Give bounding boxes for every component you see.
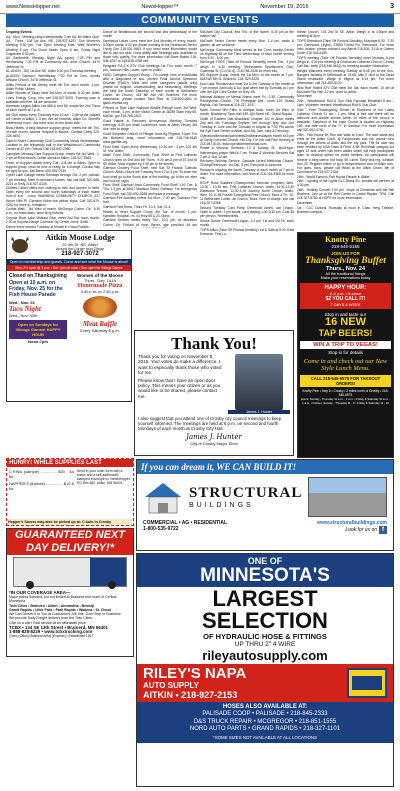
- structural-look: Look for us on: [345, 527, 377, 533]
- event-entry: Aitkin Women of Today meet 3rd Mon. of month, 6:30 pm, Aitkin Lions Energy Coop, info call 218-927-4009. Evening care is available and free, all are welcome.: [6, 91, 100, 104]
- guaranteed-call: Give us a call • Fast service at an affordable price:: [9, 621, 87, 626]
- napa-logo-icon: [347, 668, 387, 698]
- moose-women: Women of the Moose: [76, 273, 124, 278]
- event-entry: McGregor TOPS (Take off Pounds Sensibly) meets Thu., 4 pm weigh in, 4:30 meeting, Minnewawa Sportsman's Club, Godemak St. (Co Rd. 6). 218-768-2538 for more info.: [200, 60, 294, 73]
- rileys-hoses: HOSES ALSO AVAILABLE AT:: [222, 704, 308, 710]
- event-entry: Clothes Closet offers free clothing to men and women in need. Open every the second and fourth Saturdays of each month from 8 a.m. - noon. WARMING COMMUNITY CHURCH, 627 Huron Hills Pl, Garrison follow the yellow signs. Call 320-679-0262 for more in- formation.: [6, 186, 100, 207]
- guaranteed-cities-2: Grand Rapids • Little Falls • Park Rapids • Wadena • St. Cloud: [9, 607, 111, 612]
- event-entry: Cookie Walk - 3rd Wed of month, McGregor Comm. Ctr., 5:30 p.m., no restrictions, done terry buttons.: [6, 207, 100, 216]
- moose-homemade: Homemade Pizza: [77, 283, 123, 289]
- tcbx-delivery-ad: [6, 528, 134, 657]
- rileys-palisade: PALISADE COOP • PALISADE • 218-845-2333: [202, 711, 328, 718]
- rileys-dns: D&S TRUCK REPAIR • MCGREGOR • 218-851-1555: [193, 718, 337, 725]
- building-photo: [308, 477, 387, 517]
- guaranteed-title-1: GUARANTEED NEXT: [7, 529, 133, 542]
- event-entry: Art Club meets every Thursday from 10 am - 2 pm at the Jaques Art Center in Aitkin, 1-3 pm. Are an informal, Aitkin Co. Sheriff's conference room. Use back door on the south side.: [6, 113, 100, 126]
- knotty-happy-times: 2-4 p.m. • 9-close: [329, 291, 362, 296]
- moose-meat-raffle: Meat Raffle: [82, 320, 118, 328]
- knotty-happy: HAPPY HOUR:: [324, 285, 367, 291]
- event-entry: McGregor Community Meal served at the Com- munity Center on Highway 65 on the Third Wednesday of each month serving from 5:30 - 6:00 pm.: [200, 47, 294, 60]
- moose-pizza-time: 3:30 p.m. to 7:30 p.m.: [80, 289, 120, 294]
- page-number: 3: [390, 3, 394, 10]
- event-entry: Aitkin Food Shelf, Community Food Shelf at First Lutheran Church open on 2nd and 4th Thurs., 9:30 am-5 pm at 57 2nd St SE Aitkin. Must register by 4:45 pm to be served.: [103, 153, 197, 166]
- event-entry: Recovery Worship Service, Cascade United Methodist Church, Crosby/Deerwood, 1st Sat., 5 pm. Everyone is welcome.: [200, 159, 294, 168]
- event-entry: Food Shelf- Open every Wednesday, 10:30 am - 3 pm, 102 4th St. NW, Aitkin.: [103, 144, 197, 153]
- building-logo-icon: [143, 479, 183, 515]
- thank-you-title: Thank You!: [171, 334, 257, 353]
- tcbx-phone[interactable]: 1-888-828-8229 • www.tcbxtrucking.com: [9, 628, 93, 634]
- event-entry: 26th - World Famous Fish House Parade in Aitkin!: [297, 174, 371, 179]
- thank-you-signature: James J. Hunter: [186, 432, 242, 441]
- moose-phone: 218-927-3072: [61, 251, 99, 257]
- hurry-footer: Hopper's Savers may also be picked up at: C Auto in Crosby: [7, 519, 133, 525]
- events-column-2: [103, 30, 197, 228]
- event-entry: Order of Support meets every Tue., 6-8 pm in Aitkin. Open to support group, must be new or ready for a change. Cordial may be right for you, call Brent, 605-591-0730.: [6, 160, 100, 173]
- structural-web[interactable]: www.structuralbuildings.com: [317, 520, 387, 526]
- rileys-napa-ad: [136, 553, 394, 787]
- knotty-hours: Hours: Sunday - Thursday 11 a.m. - 1 a.m. • Friday & Saturday 11 a.m. - 1 a.m. • Kitchen: Sunday - Thursday 11 - 9 • Friday & Saturday 11 - 10: [300, 397, 391, 405]
- guaranteed-title-2: DAY DELIVERY!*: [7, 542, 133, 555]
- event-entry: Garrison Grocery Food Shelf, next Sat. St Francis' Catholic Church, Aitkin. Hours are Tuesday from 12 to 3 pm. To enter the food shelf go to the South side of the building, go to the sh- elter and look for signs.: [103, 166, 197, 183]
- moose-hours: Mon.-Fri. open @ 3 p.m. • Sat. open at noon • Sun. open for Vikings Games: [7, 265, 131, 271]
- rileys-name: RILEY'S NAPA: [143, 665, 247, 682]
- event-entry: McGrath Senior Center meets every Mon. 1-4 pm, cards & games, all are welcome.: [200, 38, 294, 47]
- event-entry: TOPS Aitkin (Take Off Pounds Sensibly) 1st & Sats at 5:30. East Entrance, First Lu-: [200, 227, 294, 236]
- moose-closed: Closed on Thanksgiving: [9, 273, 67, 279]
- moose-address: 22 4th St. NE, Aitkin: [62, 242, 98, 247]
- facebook-icon[interactable]: f: [379, 526, 387, 534]
- thank-you-p2: Please know that I have an open door policy. This means your citizen or as you would like to be shared, please contact me.: [138, 377, 221, 399]
- event-entry: theran Church, 101 2nd St SE, Aitkin. Weigh in at 4:30pm and meeting at 5pm.: [297, 30, 394, 39]
- knotty-stop-details: Stop in for details: [328, 350, 363, 355]
- event-entry: Weight Watchers every meeting Sunday at 5:45 pm at the Sno-Bangers building in Deerwood at 24181 Mile 0 next to the Dead Stand restaurant. Weigh in begins at 5:15 pm. For more information, call 218-820-6132.: [297, 68, 394, 85]
- hopper-savers-ad: [6, 458, 134, 526]
- event-entry: Blow-Hearts, a long distance support group, meets the 4th Thu. of each month, Access Hospital in Moose, Contact Cathy 320-225-5600.: [6, 126, 100, 139]
- knotty-menu: Come in and check out our New Style Lunch Menu.: [303, 358, 388, 372]
- event-entry: 20th - Wealthwood Rod & Gun Club Pancake Breakfast 8 am – 1pm. Volunteer needed! Wealthwood Rod & Gun Club.: [297, 99, 394, 108]
- pizza-icon: [83, 296, 117, 318]
- event-entry: Second Tuesday Card Party, Deerwood Ameri- can Legion. Open to public, 1 pm social, card playing 1:30-3:30 pm. Cost $3 per person. Refreshments.: [200, 206, 294, 219]
- event-entry: November: [297, 94, 313, 99]
- event-entry: Senior Dance, Deerwood Legion, 1-4 pm, 1st and 3rd Fri. each month.: [200, 219, 294, 228]
- knotty-pine-bar-ad: [297, 232, 394, 458]
- rileys-web[interactable]: rileyautosupply.com: [202, 648, 328, 663]
- knotty-reservations: Make your reservations today: [320, 276, 371, 280]
- moose-open-parade: Open at 10 a.m. on Friday, Nov. 25 for the Fish House Parade: [9, 280, 63, 298]
- event-entry: Garrison Fire Auxiliary meets 3rd Mon., 7:30 pm, Garrison Fire Hall.: [103, 196, 197, 205]
- knotty-phone[interactable]: 218-546-5155: [331, 244, 360, 249]
- structural-header: If you can dream it, WE CAN BUILD IT!: [137, 460, 393, 474]
- event-entry: Pease & Worship Services, 10 & Sunday St., McGregor. Intercessory prayer Wed 6-7 pm. Praise & Worship Services Sat 2 pm & Sun 10 am.: [200, 146, 294, 159]
- moose-vikings: Open on Sundays for Vikings Games! HAPPY HOUR: [9, 320, 67, 339]
- structural-phone[interactable]: 1-800-535-9722: [143, 526, 179, 532]
- event-entry: Alt Gardeners' Monday Night AA (open) 7:30 PM and Wednesday 7:30 PM at Community Alli- ance Church, 6470 Jefferson St.: [6, 56, 100, 69]
- moose-happy-time: Noon-7pm: [28, 339, 48, 344]
- community-events-banner: COMMUNITY EVENTS: [6, 14, 394, 27]
- moose-title: Aitkin Moose Lodge: [45, 233, 115, 242]
- knotty-call: CALL 218-546-6575 FOR TAKEOUT ORDERS!: [300, 375, 391, 387]
- event-entry: Cuyuna Rock Lake Mideast Club, meet 2nd Sat. each month, 2:30 at Cuyuna Range Commun- ity Center, Irene' Swell.: [6, 216, 100, 225]
- knotty-beers: $2 YOU CALL IT!: [325, 296, 366, 302]
- event-entry: TOPS Deerwood (Take Off Pounds Sensibly) Mondays 6:30 - 7:30 pm, Deerwood Legion, 23650 Forest Rd, Deerwood. For more infor- mation, please contact Lucy Barrot 218-839- 2218 or Gwenn Smith 218-546-5185.: [297, 38, 394, 56]
- event-entry: Care N Share Community Club Community Meals Wednesdays. Located in the fellowship hall in the Wealthwood Community Center at 12 pm. Potluck Call 218-692-2080.: [6, 138, 100, 152]
- rileys-auto: AUTO SUPPLY: [143, 681, 200, 690]
- tcbx-address: TCBX • 134 SE 13th Street • Brainerd, MN 56401: [9, 624, 108, 630]
- rileys-largest: LARGEST: [212, 586, 318, 611]
- moose-taco: Taco Night: [9, 305, 41, 313]
- event-entry: North Central MN Farm & Antique Assn. meet 1st Wed. of month, Blackberry Town Hall 189, 6th Street NE, Grand Rapids.: [200, 107, 294, 116]
- knotty-pine-logo: Knotty Pine: [324, 235, 367, 244]
- event-entry: AA - Thurs., 106 1st Ave. NE, 218-927-4297. Sun Women's Meeting 5:30 pm, Tue Open Meeting East, Wed Women's Meeting 5 pm, Thu Good Seeds Open 8 am, Friday Night Grapevine 6:30 pm.: [6, 39, 100, 56]
- issue-date: November 19, 2016: [260, 3, 309, 10]
- event-entry: 25th - Fish House 5K Run and Walk at 9 am. The race starts and ends at the Aitkin Coun- ty Fairgrounds and the course runs through the streets of Aitkin and the city park. The 5k race has been certified by USA Track & Field. A 5K Run/Walk category for ages 12 and under has been added which will help participants learn or develop speed for entire families. All participants will receive a long sleeve hot hoop 5K t-shirt. Early bird reg- istration Nov 23. Register online or go to fishyouthconn.com or Aitkin.com. For ques- tions, please call Brian at the Aitkin Cham- ber of Commerce at 218-927-2316.: [297, 133, 394, 174]
- event-entry: December: [297, 200, 313, 205]
- event-entry: Friends of Rice Lake National Wildlife Refuge meet 3rd Wed. each month, 1 pm, at the Visitor Center at 36289 State Hwy 65, McGre- gor 218-768-2402.: [103, 106, 197, 119]
- knotty-new: 16 NEW: [325, 316, 366, 328]
- site-url: www.NewsHopper.net: [6, 3, 60, 10]
- rileys-note: *SOME SIZES NOT AVAILABLE AT ALL LOCATIONS: [212, 734, 318, 740]
- brand-name: NewsHopper™: [141, 3, 179, 10]
- moose-wed: Wed., Nov. 23: [9, 300, 35, 305]
- hurry-title: HURRY! WHILE SUPPLIES LAST: [7, 459, 133, 467]
- thank-you-p3: I also suggest that you attend one of Crosby city council meetings to keep yourself informed. The meetings are held at 6 p.m. on second and fourth Mondays of each month at Crosby City Hall.: [138, 416, 282, 432]
- rileys-of: OF HYDRAULIC HOSE & FITTINGS: [203, 632, 327, 641]
- structural-brand: STRUCTURAL: [189, 485, 303, 501]
- guaranteed-area: *IN OUR COVERAGE AREA—: [9, 590, 71, 595]
- events-column-3: [200, 30, 294, 326]
- event-entry: FASD Caregiver Support Group - For caregi- vers of individuals with a diagnosed or sus- pected Fetal Alcohol Spectrum Disorder (FASD). Meet with other caregivers (adults only) please for support, understanding, and networking. Meetings are held the fourth Saturday of each month at Bethlehem Luther- an Church, 418 8th Ave NE, Brainerd. For more information, please contact Tiera Rice, at 218-820-0661 or tjamb-thomta.org.: [103, 72, 197, 106]
- structural-buildings-ad: [136, 459, 394, 551]
- event-entry: Food Shelf Garrison Area Community Food Shelf 1:00 Tue. & Thu. 1-3 pm, at 36417 Madison Street, Garrison. For emergency Food Shelf, call 320-692-5288 and leave a message.: [103, 183, 197, 196]
- event-entry: RSVP Rose Buddies (Osteoporosis exercise program) Wed. 10:00 - 10:45 am, First Lutheran Church, Aitkin, 11:30-12:30 Eastwood Terrace, 12:30-1:45 Journey North Church, Aitkin; Wed. 10-11 Mt Frazier Evangelical Free Church, Mora & Fri. 10-11 Bethlehem Luther- an Church, Mora. Free of charge. Info call 218-927-5356.: [200, 181, 294, 206]
- ongoing-heading: Ongoing Events:: [6, 30, 33, 34]
- event-entry: AL-ANON - 320 1st Ave NE, Aitkin 6:30 pm Thursday meeting.: [6, 69, 97, 74]
- rileys-minnesota: MINNESOTA'S: [200, 565, 330, 586]
- knotty-address: Knotty Pine • Hwy 6 • Crosby • 2 miles north of Crosby • 218-546-6575: [302, 389, 389, 397]
- nappers-price: NAPPER'S (frames) ............... $10 for: [9, 481, 71, 491]
- page-header: [0, 0, 400, 14]
- knotty-stop: Stop in and taste our: [324, 312, 367, 317]
- event-entry: Hearts to Heart Support Group, 4th Tue. of month, 2 pm, Kanabec Hospital, rm. #1 Hwy 65 & 23, Mora.: [103, 209, 197, 218]
- n-qty: 5: [71, 481, 74, 486]
- event-entry: AA - Mon - Meeting closed Wednesday 3 pm Ait- kin Alano Club.: [6, 34, 100, 39]
- moose-line2: Around the Corner from Cheap: [55, 247, 105, 251]
- event-entry: Emigrant P.A.C.K ATV Club meetings 1st Thu. each month, 7 pm, Jackson Hills. Lower, open to public.: [103, 63, 197, 73]
- knotty-trip: WIN A TRIP TO VEGAS!: [300, 341, 391, 349]
- knotty-thanksgiving: Thanksgiving Buffet: [305, 256, 386, 266]
- event-entry: McGrath City Council, first Thu. of the month, 6:30 pm at the station hall.: [200, 30, 294, 39]
- knotty-trim: All the traditional fixings: [325, 272, 366, 276]
- event-entry: ALANON Garrison: Wednesday 7:00 PM at Com- munity Mission Church, 3478 Jefferson St.: [6, 73, 100, 82]
- event-entry: Mud Lake Rendezvous meet 1st & 3rd Tuesday of the month at 7 pm except June/July & Au- gust when met by Tuesday at 7 pm over the Eye Care Center on Hwy. 65.: [200, 82, 294, 95]
- c-qty: 14: [69, 469, 74, 474]
- structural-buildings: BUILDINGS: [189, 502, 254, 509]
- event-entry: 26th - Holiday Concert 7:00 pm - Hope of Christmas with the Bell Brothers. Join us at the Reif Center in Grand Rapids, 7PM. Call 218-327-5780 or HOPE for more information.: [297, 188, 394, 201]
- rileys-selection: SELECTION: [202, 608, 328, 633]
- event-entry: Cyber Lake Garage meets Sundays through Oct. 2 pm. potluck, 7 pm meeting. Meet in member's homes. Info call Vaill, 320-685-3224 or Kelly 218-927-6105.: [6, 173, 100, 186]
- event-entry: TOPS meeting (Take Off Pounds Sensibly) meet Monday, 5 pm weigh-in, 4:30 pm meeting at Emmanuel Lutheran Church, County Call Bar- bertil (218-546-6632) for meeting location information.: [297, 55, 394, 68]
- event-entry: Wild Rice Riders ATV Club meet 3rd Sat. each month, 10 am at McGrath Fire Hall, 10 am, open to public.: [297, 85, 394, 94]
- event-entry: National Alliance on Mental Illness meet Fri., 2:30, Community Presbyterian Church, 703 Pineapple Ave., room 120, Grand Rapids. Call Tamara at 218-327-3247.: [200, 94, 294, 108]
- event-entry: 26th - Lighting of the Lights CLC Brass En- semble will perform at 4:30 pm.: [297, 179, 394, 188]
- event-entry: 24th - Free Thanksgiving Dinner at Shepherd of the Lakes Lutheran Church 11 am - 1 pm. Meal is free and there will be takeouts and shuttle service within 10 miles of the church is available. Shepherd of the Lake Church is located on Highway 169, one mile north of the "Y" in Garrison. For more information call 320-692-4740.: [297, 107, 394, 133]
- c-finil-price: C FINIL (sample) ............... $20 for: [9, 469, 65, 479]
- guaranteed-deliver: We Can Deliver It to You at Contractors Job Site, Door Step or Business: [9, 612, 121, 617]
- event-entry: American Legion Aitkin Lee #86 & Unit 86, meets the 2nd Thurs of each month at 7 p.m.: [6, 104, 100, 113]
- thank-you-ad: [134, 330, 294, 456]
- event-entry: 1st - CLC Cultural Thursday at noon in Chan- berg Theatre, Brainerd campus.: [297, 205, 394, 214]
- rileys-nord: NORD AUTO PARTS • GRAND RAPIDS • 218-327-1101: [189, 726, 341, 733]
- event-entry: Good Shepherd Church of Pillager hosts Ag Pilgrims, 12pm. For the Brainerd area, more information call 218-746-4545 www.gschills.org.: [103, 131, 197, 144]
- knotty-join: JOIN US FOR: [331, 251, 360, 256]
- event-entry: Good Habits in Recovery Anonymous Meeting Tuesday evenings, 6:30 pm small conference room at Aitkin Library 3rd Ave, free to weigh.: [103, 118, 197, 132]
- guaranteed-cities: Twin Cities • Brainerd • Aitkin • Alexandria • Bemidji: [9, 603, 95, 608]
- moose-logo-icon: [9, 235, 31, 255]
- mayor-photo: [235, 354, 283, 410]
- event-entry: Deerwood Lakes Lions meet the 2nd Monday of every month, 5:00pm social, 6:00 pm dinner meeting at the Heartwood Senior Living Cen 218-931-9463. If you need more information would like to join our club. Lions ability-able hearings aids available to those who qualify. For more information call Dave Bakes 218- 546-5257 or 218-838-4768 cell.: [103, 38, 197, 64]
- hurry-send: Send in your order form with a check and a self-addressed stamped envelope to: NewsHopper PO Box 562, Aitkin, MN 56431: [76, 469, 130, 485]
- event-entry: Dance at Wealthwood the second and last Wednesday of the month.: [103, 30, 197, 39]
- guaranteed-sub: Major points included, but not limited to Brainerd and much of Central Minnesota: [9, 595, 117, 604]
- event-entry: Garrison Seniors meets every Thu., 10-2 pm, at Jacobson Comm. Ctr. Potluck at noon. Bever- age provided. All are: [103, 218, 197, 227]
- events-column-1: [6, 30, 100, 228]
- moose-meat-time: Every Saturday 5 p.m.: [80, 328, 120, 333]
- event-entry: Rosary is ongoing the fourth Tuesday of each month at 7 pm in Aitkin. For more information, call Jean at 218-764-3965 for more info.: [200, 168, 294, 181]
- event-entry: Caregiver Memory Care Support Group, meets the 3rd Wed., 1-2 pm at Riverwood's Center direction Aitkin. 218-927-5583.: [6, 151, 100, 160]
- rileys-city[interactable]: AITKIN • 218-927-2153: [143, 690, 238, 700]
- thank-you-p1: Thank you for voting on November 8, 2016. Your votes do make a difference. I want to especially thank those who voted for me.: [138, 354, 222, 376]
- tcbx-footer: (Twin) (Cities) (Brainerd Area) (Express) • Established 1907: [9, 634, 94, 639]
- knotty-nights: 7 DAYS A WEEK: [330, 302, 361, 307]
- guaranteed-provide: We provide Daily Freight delivery from the Twin Cities.: [9, 616, 93, 621]
- moose-tagline: Open to membership and guests. Come and see what the Moose is about!: [7, 259, 131, 265]
- structural-types: COMMERCIAL • AG • RESIDENTIAL: [143, 520, 228, 526]
- rileys-up: UP THRU 2" 4 WIRE: [234, 641, 296, 648]
- event-entry: Order of Eastern Star-Woodland Chapter 102 in Aitkin meets 2nd and 4th Tuesdays Septem- ber through May and 2nd Tuesday in June and 4th Tuesday in August at 7:30 PM above the Eye Care Center in Aitkin. Ann Aly, Jam- uary & February.: [200, 116, 294, 133]
- event-entry: OperationMemoria/Noonmeets3rdWednesdaynth month at 5 pm at Trinity Lutheran Church, Hill City. For info call Paul Heaney at 218-697-8104, www.operationmemoriaal.com.: [200, 133, 294, 146]
- rileys-one-of: ONE OF: [247, 556, 283, 566]
- events-column-4: [297, 30, 394, 230]
- event-entry: MS Support Group, meets the 1st Mon. of the month at 7 pm, 608 NW 5th St, Brainerd. 218- 829-5325.: [200, 73, 294, 82]
- delivery-truck-icon: [13, 557, 127, 587]
- event-entry: Dance every second Tuesday at Moose in Grand Rapids.: [6, 224, 90, 228]
- knotty-date: Thurs., Nov. 24: [325, 266, 366, 272]
- mayor-caption: James J. Hunter: [228, 410, 290, 414]
- thank-you-sig-title: City of Crosby Mayor Elect: [190, 440, 238, 446]
- moose-women-date: Thurs., Dec. 1&15: [83, 278, 117, 283]
- aitkin-moose-lodge-ad: [6, 230, 132, 402]
- event-entry: Garrison Flea Show, Thurs Fri. 10-4, Sat. 11-4.: [103, 204, 172, 209]
- moose-taco-date: Wed., Nov. 30th: [9, 313, 38, 318]
- knotty-tap: TAP BEERS!: [318, 328, 373, 338]
- event-entry: Aitkin Friends of the Library meet 4th Tue. each month, 1 pm, Aitkin Public Library.: [6, 82, 100, 91]
